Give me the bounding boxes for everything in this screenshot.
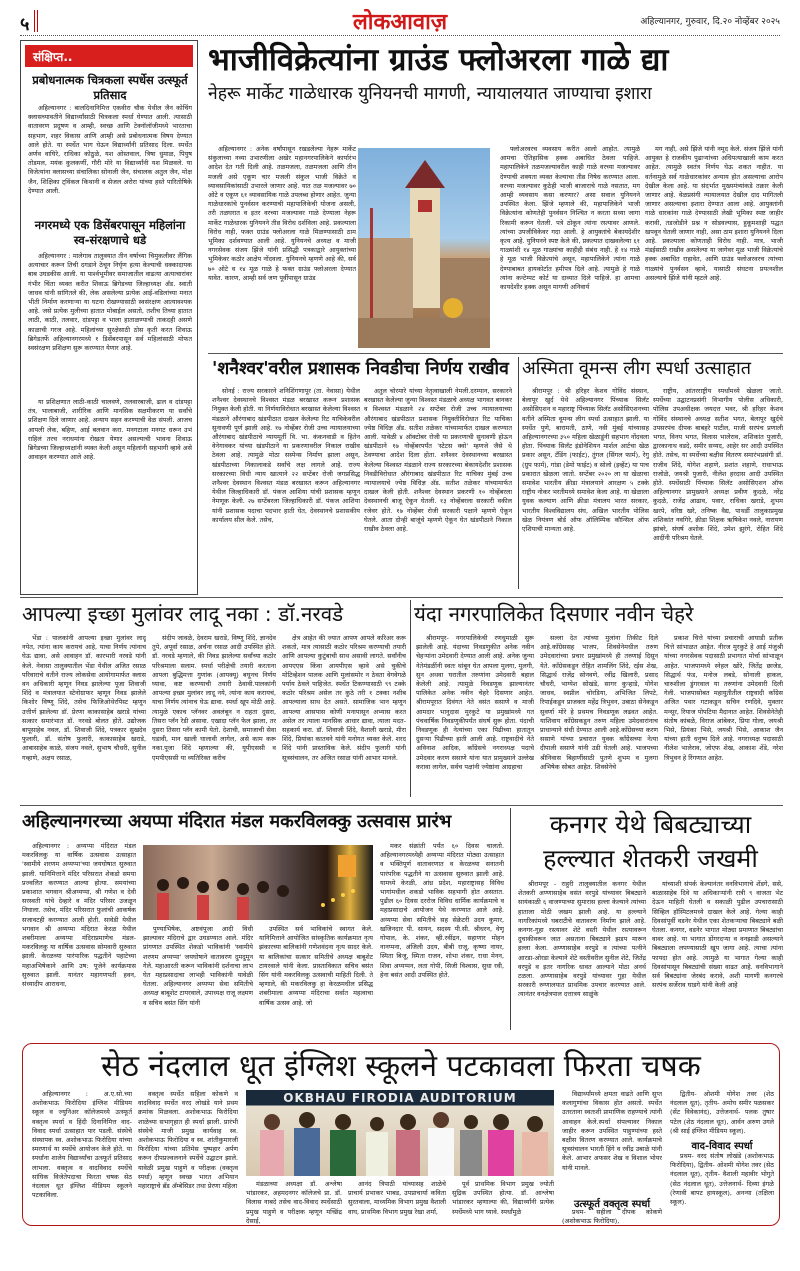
nagarpalika-col2 <box>540 634 658 794</box>
lead-headline: भाजीविक्रेत्यांना ग्राउंड फ्लोअरला गाळे द्या <box>208 42 669 78</box>
section-rule <box>20 805 783 806</box>
school-elocution-text: प्रथम- सहीला दीपक कोकणे (अशोकभाऊ फिरोदिया), <box>562 1208 662 1226</box>
brief-story2-body2 <box>28 398 192 588</box>
ayyappa-col2-text: पुण्याभिषेक, अष्टवंपूजा आदी विधी झाल्यावर मंदिराचे द्वार उघडण्यात आले. मंदिर प्रांगणात उपस्थित शेकडो भाविकांनी 'स्वामीये शरणम अय्यप्पा' जयघोषाने वातावरण दुमदुमून गेले. महाआरती करून भाविकांनी दर्शनाचा लाभ घेत महाप्रसादाचा लाभही भाविकांनी यावेळी घेतला. अहिल्यानगर अय्यप्पा सेवा समितीचे अध्यक्ष बाबूशेट टायरवाले, उपाध्यक्ष राजू लक्ष्मण व सचिव बसंत सिंग यांनी <box>143 925 253 1007</box>
school-col7 <box>670 1090 774 1136</box>
kangar-col1-text: श्रीरामपूर - राहुरी तालुक्यातील कनगर येथील शेतकरी अण्णासाहेब वसंत वरपुडे यांच्यावर बिबट्याने सायंकाळी ६ वाजण्याच्या सुमारास हल्ला केल्याने त्यांच्या हाताला मोठी जखम झाली आहे. या हल्ल्याने नागरिकांमध्ये घबराटीचे वातावरण निर्माण झाले आहे. कनगर-गुहा रस्त्यावर शेटे वस्ती येथील रस्त्यावरून दुचाकीवरून जात असताना बिबट्याने झडप मारून हल्ला केला. अण्णासाहेब वरपुडे व त्यांच्या पत्नीने आरडा-ओरडा केल्याने शेटे वस्तीवरील सुनील शेटे, जितेंद्र वरपुडे व इतर नागरिक धावत आल्याने मोठा अनर्थ टळला. अण्णासाहेब वरपुडे यांच्यावर गुहा येथील सरकारी रुग्णालयात प्राथमिक उपचार करण्यात आले. त्यानंतर वनक्षेत्रपाल दत्तात्रय साळुंके <box>518 880 646 999</box>
lead-bottom-rule <box>208 353 783 354</box>
kangar-col2-text: यांच्याशी संपर्क केल्यानंतर वनविभागाचे शेंडगे, ससे, बाळासाहेब दिवे या अधिकाऱ्यांनी रात्री ९ वाजता भेट देऊन माहिती घेतली व सकाळी पुढील उपचारासाठी सिव्हिल हॉस्पिटलमध्ये दाखल केले आहे. गेल्या काही दिवसांपूर्वी वडनेर येथील एका शेतकऱ्याचा बिबट्याने बळी घेतला. कनगर, वडनेर भागात मोठ्या प्रमाणात बिबट्यांचा वावर आहे. या भागात डोंगरदऱ्या व वनझाडी असल्याने बिबट्याला लपण्यासाठी खूप जागा आहे. त्याचा त्यांना फायदा होत आहे. त्यामुळे या भागात गेल्या काही दिवसांपासून बिबट्यांची संख्या वाढत आहे. वनविभागाने सर्व बिबट्यांना जेरबंद करावे, अशी मागणी कनगरचे सरपंच सर्जेराव घाडगे यांनी केली आहे <box>652 880 783 990</box>
lead-col2 <box>500 145 640 350</box>
award-ceremony-photo <box>246 1090 554 1176</box>
brief-story2-text2: या प्रशिक्षणात लाठी-काठी चालवणे, तलवारबाजी, ढाल व दांडपट्टा तंत्र, भालाबाजी, शारीरिक आणि मानसिक सक्षमीकरण या सर्वांचे प्रशिक्षण दिले जाणार आहे. अन्याय सहन करण्याची वेळ संपली. आजच आपली लेक, बहिण, आई बलवान करा. मनगटाला मनगट धरून उभं राहिलं तरच नराधमांना रोखता येणार असल्याची भावना शिवाऊ ब्रिगेडच्या जिल्हाध्यक्षांनी व्यक्त केली असून महिलांनी सहभागी व्हावे असे आवाहन करण्यात आले आहे. <box>28 398 192 462</box>
brief-story1-text: अहिल्यानगर : बालदिनानिमित्त एकवीरा चौक येथील जैन कोचिंग क्लासच्यावतीने विद्यार्थ्यांसाठी चित्रकला स्पर्धा घेण्यात आली. त्यासाठी वातावरण प्रदूषण व आम्ही, स्वच्छ आणि टेक्नॉलॉजीमध्ये भारताचा सहभाग, शहर विकास आणि आम्ही असे प्रबोधनात्मक विषय देण्यात आले होते. या स्पर्धेत भाग घेऊन विद्यार्थ्यांनी प्रतिसाद दिला. स्पर्धेत अर्णव वाघिरे, राधिका कोठुळे, यश ओस्तवाल, त्रिषा धुमाळ, पियुष तोडमल, मयंक कुलकर्णी, गौरी मोरे या विद्यार्थ्यांनी यश मिळवले. या विजेत्यांना क्लासच्या संचालिका सोनाली जैन, संचालक अतुल जैन, मोक्ष जैन, शिक्षिका ट्विंकल किथानी व सेजल अरोरा यांच्या हस्ते पारितोषिके देण्यात आली. <box>28 104 192 195</box>
shaneshwar-col1-text: सोनई : राज्य सरकारने शनिशिंगणापूर (ता. नेवासा) येथील शनैश्वर देवस्थानचे विश्वस्त मंडळ बरखास्त करून प्रशासक नियुक्त केली होती. या निर्णयाविरोधात बरखास्त केलेल्या विश्वस्त मंडळाने औरंगाबाद खंडपीठात दाखल केलेल्या रिट याचिकेवरील सुनावणी पूर्ण झाली आहे. १७ नोव्हेंबर रोजी उच्च न्यायालयाच्या औरंगाबाद खंडपीठाचे न्यायमूर्ती वि. भा. कंकनवाडी व हितेन वेनेगावकर यांच्या खंडपीठाने या प्रकरणावरील निकाल राखीव ठेवला आहे. त्यामुळे मोठा सस्पेन्स निर्माण झाला असून, खंडपीठाच्या निकालाकडे सर्वांचे लक्ष लागले आहे. राज्य सरकारच्या विधी न्याय खात्याने २२ सप्टेंबर रोजी जगप्रसिद्ध शनैश्वर देवस्थान विश्वस्त मंडळ बरखास्त करून अहिल्यानगर येथील जिल्हाधिकारी डॉ. पंकज आशिया यांची प्रशासक म्हणून नेमणूक केली. २७ सप्टेंबरला जिल्हाधिकारी डॉ. पंकज आशिया यांनी प्रशासक पदाचा पदभार हाती घेत, देवस्थानचे प्रशासकीय कार्यालय सील केले. तसेच, <box>212 387 360 524</box>
ayyappa-col1-text: अहिल्यानगर : अय्यप्पा मंदिरात मंडल मकरविलकु या वार्षिक उत्सवास उत्साहात 'स्वामीये शरणम अय्यप्पा'च्या जयघोषात सुरुवात झाली. यानिमित्ताने मंदिर परिसरात शेकडो समया प्रज्वलित करण्यात आल्या होत्या. समयांच्या प्रकाशात भगवान श्रीअय्यप्पा, श्री गणेश व देवी सरस्वती यांचे देव्हारे व मंदिर परिसर उजळून निघाला. तसेच, मंदिर परिसरात फुलांची आकर्षक सजावटही करण्यात आली होती. सावेडी येथील भगवान श्री अय्यप्पा मंदिरात केरळ येथील शबरीमाला अय्यप्पा मंदिराप्रमाणेच मंडल- मकरविलकु या वार्षिक उत्सवास सोमवारी सुरुवात झाली. केरळच्या पारंपारिक पद्धतीने पहाटेच्या महाअभिषेकाने आणि उष: पूजेने कार्यक्रमास सुरुवात झाली. यानंतर महागणपती हवन, संध्यादीप आराधना, <box>22 842 136 989</box>
temple-crowd-illustration <box>143 845 373 920</box>
school-col4 <box>348 1180 446 1224</box>
page-number-divider <box>34 10 38 32</box>
lead-subheadline: नेहरू मार्केट गाळेधारक युनियनची मागणी, न्यायालयात जाण्याचा इशारा <box>208 84 652 104</box>
school-col7-text: द्वितीय- ओशमी योगेश तवर (शेठ नंदलाल धूत), तृतीय- अमोघ समीर पळसकर (सेंट विवेकानंद), उत्तेजनार्थ- पलक तुषार पटेल (शेठ नंदलाल धूत), आर्वन अरुण उगले (श्री साई इंग्लिश मीडियम स्कूल). <box>670 1090 774 1135</box>
narawade-col1 <box>22 634 146 794</box>
shaneshwar-col1 <box>212 387 360 587</box>
kangar-headline-line1: कनगर येथे बिबट्याच्या <box>549 810 752 839</box>
lead-col3-text: मग नाही, असे झिंजे यांनी नमूद केले. संजय झिंजे यांनी आयुक्त हे राजकीय पुढाऱ्यांच्या अधिपत्याखाली काम करत आहेत. त्यामुळे स्वतंत्र निर्णय घेऊ शकत नाहीत. या वर्तनामुळे सर्व गाळेधारकांवर अन्याय होत असल्याचा आरोप देखील केला आहे. या संदर्भात मुख्यमंत्र्यांकडे तक्रार केली जाणार आहे. वेळप्रसंगी न्यायालयात देखील दाद मागितली जाणार असल्याचा इशारा देण्यात आला आहे. आयुक्तांनी गाळे धारकांना गाळे देण्यासाठी लेखी भूमिका स्पष्ट जाहीर करावी, तडजोडीने प्रश्न न सोडवल्यास, हुकूमशाही पद्धत खपवून घेतली जाणार नाही, असा ठाम इशारा युनियनने दिला आहे. प्रकल्पाला कोणताही विरोध नाही. मात्र, भाजी मंडईसाठी राखीव असलेल्या या जागेवर मूळ भाजी विक्रेत्यांचे हक्क अबाधित राहावेत, आणि ग्राउंड फ्लोअरवरच त्यांच्या गाळ्यांचे पुनर्वसन व्हावे, यासाठी संघटना प्रयत्नशील असल्याचे झिंजे यांनी म्हटले आहे. <box>645 145 783 282</box>
school-debate-body <box>670 1152 774 1224</box>
school-col3-text: मंडळाच्या अध्यक्षा डॉ. अश्लेषा भांडारकर, अहमदनगर कॉलेजचे प्रा. डॉ. विलास नाबदे तसेच वाद-विवाद स्पर्धेसाठी प्रमुख पाहुणे व परीक्षक म्हणून मच्छिंद्र देसाई, <box>246 1180 342 1224</box>
nagarpalika-col1-text: श्रीरामपूर- नगरपालिकेची रणधुमाळी सुरू झालेली आहे. यंदाच्या निवडणुकीत अनेक नवीन चेहऱ्यांना उमेदवारी देण्यात आली आहे. अनेक जुन्या नेतेमंडळींनी स्वतः थांबून घेत आपला मुलगा, मुलगी, सुन अथवा घरातील तरुणांना उमेदवारी बहाल केलेली आहे. त्यामुळे निवडणूक झाल्यानंतर पालिकेत अनेक नवीन चेहरे दिसणार आहेत. श्रीरामपूरात दिवंगत नेते वसंत ससाणे व माजी आमदार भानुदास मुरकुटे या प्रमुखांमध्ये गत पंचवार्षिक निवडणुकीपर्यंत संघर्ष सुरू होता. यंदाची निवडणूक ही नेत्यांच्या एका पिढीच्या हातातून दुसऱ्या पिढीच्या हाती आली आहे. राष्ट्रवादीचे नेते अविनाश आदिक, काँग्रेसचे नगराध्यक्ष पदाचे उमेदवार करण ससाणे यांना यात प्रामुख्याने उल्लेख करावा लागेल, सर्वच पक्षांनी ज्येष्ठांना आग्रहाचा <box>416 634 534 771</box>
nagarpalika-col2-text: सल्ला देत त्यांच्या मुलांना तिकीट दिले आहे.काँग्रेससह भाजप, शिवसेनेमधील तरुण उमेदवारांच्या प्रचार प्रमुखांमध्ये ही तरुणाई दिसून येते. काँग्रेसकडून रोहित शामलिंग शिंदे, रईस शेख, सिद्धार्थ राजेंद्र सोनवणे, रवींद्र खिलारी, प्रसाद चौधरी, भाग्येश सोखंडे, सागर कुऱ्हाडे, योगेश जाधव, स्वप्नील चोरडिया, अभिजित लिपटे, रिपाईकडून प्राजक्ता महेंद्र त्रिभुवन, उबाठा सेनेकडून सुवर्णा मोरे हे प्रथमच निवडणूक लढवत आहेत. याशिवाय काँग्रेसकडून तरुण महिला उमेदवारांनाच प्राधान्याने संधी देण्यात आली आहे.काँग्रेसच्या करण ससाणे यांच्या प्रचारात युवक काँग्रेसच्या नेत्या दीपाली ससाणे यांनी उडी घेतली आहे. भाजपच्या श्रीनिवास बिहाणींसाठी पुतणे शुभम व मुलगा अभिषेक सोबत आहेत. शिवसेनेचे <box>540 634 658 771</box>
school-col2 <box>138 1090 238 1220</box>
school-elocution-body <box>562 1208 662 1226</box>
narawade-col2-text: संदीप जावळे, देवराम खराडे, विष्णू शिंदे, ज्ञानदेव तुपे, अपूर्वा रसाळ, अर्चना रसाळ आदी उपस्थित होते. डॉ. नरवडे म्हणाले, की निवड झालेल्या सर्वांच्या कठोर परिश्रमाला सलाम. स्पर्धा परीक्षेची तयारी करताना आपला बुद्धिमत्ता गुणांक (आयक्यू) बघूनच निर्णय घ्यावा, कष्ट करण्याची तयारी ठेवावी.पालकांनी आपल्या इच्छा मुलांवर लादू नये, त्यांना काय करायचं, याचा निर्णय त्यांनाच घेऊ द्यावा. स्पर्धा खूप मोठी आहे. त्यामुळे एकाच प्लॅनवर अवलंबून न राहता दुसरा, तिसरा प्लॅन रेडी असावा. एखादा प्लॅन फेल झाला, तर दुसरा तिसरा प्लॅन कामी येतो. देशाची, समाजाची सेवा घडावी, मान खाली घालावी लागेल, असे काम करू नका.पूजा शिंदे म्हणाल्या की, यूपीएससी व एमपीएससी या व्यतिरिक्त करीच <box>152 634 276 762</box>
lead-col2-text: फ्लोअरवरच व्यवसाय करीत आलो आहोत. त्यामुळे आमचा ऐतिहासिक हक्क अबाधित ठेवला पाहिजे. महापालिकेने तळमजल्यावरील काही गाळे वरच्या मजल्यावर देण्याची शक्यता व्यक्त केल्याचा तीव्र निषेध करण्यात आला. वरच्या मजल्यावर कुठेही भाजी बाजाराचे गाळे नसतात, मग आम्ही व्यवसाय कसा करणार? असा सवाल युनियनने उपस्थित केला. झिंजे म्हणाले की, महापालिकेने भाजी विक्रेत्यांना कोणतेही पुनर्वसन निश्चित न करता सध्या जागा रिकामी करून घेतली. पत्रे ठोकून त्यांना रस्त्यावर आणले. त्यांच्या उपजीविकेवर गदा आली. हे आयुक्तांचे बेकायदेशीर कृत्य आहे. युनियनने स्पष्ट केले की, प्रकल्पात दाखवलेल्या ६१ गाळ्यांशी १४ मूळ गाळ्यांचा काहीही संबंध नाही. हे १४ गाळे हे मूळ भाजी विक्रेत्यांचे असून, महापालिकेने त्यांना गाळे देण्याबाबत हायकोर्टात हमीपत्र दिले आहे. त्यामुळे हे गाळे त्यांना कन्टेम्पट कोर्ट या दाव्यात दिले पाहिजे. हा आमचा कायदेशीर हक्क असून मागणी अनिवार्य <box>500 145 640 292</box>
school-col6-text: विद्यार्थ्यांमध्ये क्षमता वाढते आणि सुप्त कलागुणांचा विकास होत असतो. स्पर्धेत उतरताना स्वतःशी प्रामाणिक राहण्याचे त्यांनी आवाहन केले.स्पर्धा संपल्यावर निकाल जाहीर करून उपस्थित पाहुण्यांच्या हस्ते बक्षीस वितरण करण्यात आले. कार्यक्रमाचे सूत्रसंचालन भारती हिंगे व रवींद्र उबाळे यांनी केले. आभार अफसर शेख व विशाल भोयर यांनी मानले. <box>562 1090 662 1172</box>
school-col1 <box>32 1090 132 1220</box>
ayyappa-headline: अहिल्यानगरच्या अयप्पा मंदिरात मंडल मकरविलक्कु उत्सवास प्रारंभ <box>22 811 452 832</box>
ayyappa-col4 <box>380 842 504 1027</box>
shaneshwar-col2 <box>364 387 512 587</box>
narawade-col3 <box>282 634 406 794</box>
ayyappa-col3 <box>259 925 373 1027</box>
school-col2-text: वक्तृत्व स्पर्धेत सहिला कोकणे व वादविवाद स्पर्धेत वरद लोखंडे याने प्रथम क्रमांक मिळवला. अशोकभाऊ फिरोदिया शाळेच्या सभागृहात ही स्पर्धा झाली. प्रारंभी संस्थेचे माजी प्रमुख कार्यवाह स्व. अशोकभाऊ फिरोदिया व स्व. शांतीकुमारजी फिरोदिया यांच्या प्रतिमेस पुष्पहार अर्पण करून दीपप्रज्वलनाने स्पर्धेचे उद्घाटन झाले. यावेळी प्रमुख पाहुणे व परीक्षक (वक्तृत्व स्पर्धा) म्हणून स्वच्छ भारत अभियान महाराष्ट्राचे ब्रँड अ‍ॅम्बेसिडर तथा प्रेरणा महिला <box>138 1090 238 1191</box>
kangar-headline-line2: हल्ल्यात शेतकरी जखमी <box>543 844 758 873</box>
school-col4-text: आनंद त्रिपाठी यांच्यासह शाळेचे प्राचार्य प्रभाकर भाबड, उपप्राचार्या कविता सुरतवाला, माध्यमिक विभाग प्रमुख वैशाली वाघ, प्राथमिक विभाग प्रमुख रेखा शर्मा, <box>348 1180 446 1216</box>
section-rule <box>20 597 783 598</box>
brief-story1-body <box>28 104 192 208</box>
ayyappa-col4-text: मकर संक्रांती पर्यंत ६० दिवस चालतो. अहिल्यानगरमध्येही अय्यप्पा मंदिरात मोठ्या उत्साहात व भक्तिपूर्ण वातावरणात व केरळच्या सनातनी पारंपरिक पद्धतीने या उत्सवास सुरुवात झाली आहे. यामध्ये केरळी, आंध्र प्रदेश, महाराष्ट्रासह विविध भागांमधील शकडो भाविक सहभागी होत असतात. पुढील ६० दिवस दररोज विविध धार्मिक कार्यक्रमाचे व महाप्रसादाचे आयोजन येथे करण्यात आले आहे. अय्यप्पा सेवा समितीचे सह सेक्रेटरी उदय कुमार, खजिनदार पी. सायन, सदस्य पी.सी. श्रीधरन, वेणू गोपाल, के. शंकर, व्ही.रवींद्रन, सहाणार मोहन नानप्पना, अंजिली उदय, बीबी राजू, कृष्णा नायर, स्मिता बिजू, स्मिता राजन, शोभा शंकर, राधा मेनन, शिवा अय्यप्पन, लता गोपी, सिजी विश्वास, सुधा रवी, हेना बसंत आदी उपस्थित होते. <box>380 842 504 979</box>
award-ceremony-illustration <box>246 1090 554 1176</box>
narawade-headline: आपल्या इच्छा मुलांवर लादू नका : डॉ.नरवडे <box>22 602 344 626</box>
brief-story2-headline: नगरमध्ये एक डिसेंबरपासून महिलांना स्व-संरक्षणाचे धडे <box>34 218 186 247</box>
ayyappa-col1 <box>22 842 136 1027</box>
asmita-col1-text: श्रीरामपूर : श्री हरिहर केशव गोविंद संस्थान, बेलापूर खुर्द येथे अहिल्यानगर पिंच्याक सिलॅट असोसिएशन व महाराष्ट्र पिंच्याक सिलॅट असोसिएशनच्या वतीने अस्मिता वूमन्स लीग स्पर्धा उत्साहात झाली. या स्पर्धेत पुणे, बारामती, ठाणे, नवी मुंबई यांच्यासह अहिल्यानगरच्या ३५० महिला खेळाडूंनी सहभाग नोंदवला होता. पिंच्याक सिलॅट इंडोनेशियन मार्शल आर्टचा खेळ प्रकार असून, टॅंडिंग (फाईट), तुंगल (सिंगल फार्म), रेगु (ग्रुप फार्म), गांडा (डेमो फाईट) व सोलो (इव्हेंट) या पाच प्रकारात खेळला जातो. सप्टेंबर २०२० ला या खेळाचा समावेश भारतीय क्रीडा मंत्रालयाने आरक्षण ५ टक्के राष्ट्रीय नोकर भरतीमध्ये समावेश केला आहे. या खेळाला युवक कल्याण आणि क्रीडा मंत्रालय भारत सरकार, भारतीय विश्वविद्यालय संघ, अखिल भारतीय पोलिस खेळ नियंत्रण बोर्ड ऑफ ऑलिम्पिक कौन्सिल ऑफ एशियाची मान्यता आहे. <box>522 387 649 534</box>
ayyappa-col2 <box>143 925 253 1027</box>
asmita-col2 <box>653 387 783 587</box>
school-col6 <box>562 1090 662 1194</box>
nagarpalika-col3-text: प्रकाश चित्ते यांच्या प्रचाराची आघाडी प्रतीक चित्ते सांभाळत आहेत. नीरज मुरकुटे हे आई मंजुश्री यांच्या नगरसेवक पदासाठी प्रभागात मोर्चा सांभाळून आहेत. भाजपामध्ये स्नेहल खोरे, जितेंद्र छाजेड, सिद्धार्थ फंड, मनोज लबडे, सोनाली हाकल, चारुशीला डुंगरवाल या तरुणांना उमेदवारी दिली गेली. भाजपासोबत महायुतीतील राष्ट्रवादी काँग्रेस अजित पवार गटाकडून सचिन रणदिवे, मुक्तार मन्सूर, रियाज पोपटिया मैदानात आहेत. शिवसेनेतेही संतोष कांबळे, विराज आंबेकर, प्रिया गोला, जयश्री भिसे, प्रियंका भिसे, जयश्री भिसे, आकाश जैन यांच्या हाती धनुष्य दिले आहे. नगराध्यक्ष पदासाठी नीलेश भालेराव, जोएफ शेख, आकाश शेंडे, नरेश त्रिभुवन हे रिंगणात आहेत. <box>664 634 783 762</box>
school-subhead-elocution: उत्स्फूर्त वक्तृत्व स्पर्धा <box>573 1199 651 1210</box>
shaneshwar-headline: 'शनैश्वर'वरील प्रशासक निवडीचा निर्णय राखीव <box>212 359 509 379</box>
narawade-col3-text: क्षेत्र आहेत की ज्यात आपण आपले करिअर करू शकतो, मात्र त्यासाठी कठोर परिश्रम करण्याची तयारी आणि आपल्या कुटुंबाची साथ असावी लागते. सर्वांनीच आयएएस किंवा आयपीएस व्हावे असे चुकीचे मोटिव्हेशन पालक आणि मुलांसमोर न ठेवता वेगवेगळे पर्याय ठेवले पाहिजेत. स्पर्धेत टिकण्यासाठी ९९ टक्के कठोर परिश्रम असेल तर कुठे तरी १ टक्का नशीब आपल्याला साथ देत असते. सामाजिक भान म्हणून आपल्या आसपास कोणी मनापासून अभ्यास करत असेल तर त्याला मानसिक आधार द्यावा, त्याला मदत-सहकार्य करा. डॉ. शिवाजी शिंदे, वैशाली खराडे, मीरा शिंदे, प्रियांका कातवने यांनी मनोगत व्यक्त केले. शरद शिंदे यांनी प्रास्ताविक केले. संदीप फुलारी यांनी सूत्रसंचालन, तर अजित रसाळ यांनी आभार मानले. <box>282 634 406 762</box>
auditorium-banner: OKBHAU FIRODIA AUDITORIUM <box>283 1091 517 1105</box>
school-col1-text: अहिल्यानगर : अ.ए.सो.च्या अशोकभाऊ फिरोदिया इंग्लिश मीडियम स्कूल व ज्युनिअर कॉलेजमध्ये उत्स्फूर्त वक्तृत्व स्पर्धा व हिंदी दिनानिमित्त वाद-विवाद स्पर्धा उत्साहात पार पडली. संस्थेचे संस्थापक स्व. अशोकभाऊ फिरोदिया यांच्या स्मरणार्थ या स्पर्धेचे आयोजन केले होते. या स्पर्धांना शालेय विद्यार्थ्यांचा उत्स्फूर्त प्रतिसाद लाभला. वक्तृत्व व वादविवाद स्पर्धेचे सांघिक विजेतेपदाचा फिरता चषक सेठ नंदलाल धूत इंग्लिश मीडियम स्कूलने पटकाविला. <box>32 1090 132 1200</box>
nagarpalika-headline: यंदा नगरपालिकेत दिसणार नवीन चेहरे <box>414 602 694 626</box>
clock-tower-illustration <box>358 148 490 348</box>
brief-story1-headline: प्रबोधनात्मक चित्रकला स्पर्धेस उत्स्फूर्त प्रतिसाद <box>32 73 188 102</box>
school-col3 <box>246 1180 342 1224</box>
brief-tag: संक्षिप्त.. <box>25 45 193 67</box>
narawade-col1-text: भेंडा : पालकांनी आपल्या इच्छा मुलांवर लादू नयेत, त्यांना काय करायचं आहे, याचा निर्णय त्यांनाच घेऊ द्यावा, असे आवाहन डॉ. कारभारी नरवडे यांनी केले. नेवासा तालुक्यातील भेंडा येथील अजित रसाळ परिवाराचे वतीने राज्य लोकसेवा आयोगामार्फत क्लास वन अधिकारी म्हणून निवड झालेल्या पूजा शिवाजी शिंदे व मंत्रालयात स्टेनोग्राफर म्हणून निवड झालेले किशोर विष्णू शिंदे, तसेच फिजिओथेरपिस्ट म्हणून उत्तीर्ण झालेल्या डॉ. प्रेरणा काकासाहेब खराडे यांच्या सत्कार समारंभात डॉ. नरवडे बोलत होते. उद्योजक बापूसाहेब नवल, डॉ. शिवाजी शिंदे, पत्रकार सुखदेव फुलारी, डॉ. संतोष फुलारी, काकासाहेब खराडे, आबासाहेब काळे, संजय नवले, सुभाष चौधरी, सुनील गव्हाणे, अक्षय रसाळ, <box>22 634 146 762</box>
lead-col1 <box>208 145 356 350</box>
column-divider <box>518 357 519 589</box>
nagarpalika-col3 <box>664 634 783 794</box>
masthead-logo: लोकआवाज़ <box>352 10 448 35</box>
lead-col3 <box>645 145 783 350</box>
school-debate-text: प्रथम- वरद संतोष लोखंडे (अशोकभाऊ फिरोदिया), द्वितीय- ओशमी योगेश तवर (सेठ नंदलाल धूत), तृतीय- वैशाली महावीर भोगुते (सेठ नंदलाल धूत), उत्तेजनार्थ- दिव्या इंगळे (रेणावी बापट हायस्कूल), अनन्या (तक्षिला स्कूल). <box>670 1152 774 1207</box>
school-subhead-debate: वाद-विवाद स्पर्धा <box>691 1141 753 1152</box>
header-divider <box>20 35 780 36</box>
page-number: ५ <box>20 14 30 35</box>
clock-tower-photo <box>358 148 490 348</box>
lead-col1-text: अहिल्यानगर : अनेक वर्षांपासून रखडलेल्या नेहरू मार्केट संकुलाच्या नव्या उभारणीला अखेर महानगरपालिकेने कार्यारंभ आदेश देत गती दिली आहे. तळमजला, तळमजला आणि तीन मजली असे एकूण चार मजली संकुल भाजी विक्रेते व व्यावसायिकांसाठी उभारले जाणार आहे. यात तळ मजल्यावर ७० ओटे व एकूण ६१ व्यावसायिक गाळे उपलब्ध होणार आहेत. जुन्या गाळेधारकांचे पुनर्वसन करण्याची महापालिकेची योजना असली, तरी तळघरात व इतर वरच्या मजल्यावर गाळे देण्याला नेहरू मार्केट गाळेधारक युनियनने तीव्र विरोध दर्शविला आहे. प्रकल्पाला विरोध नाही, फक्त ग्राउंड फ्लोअरला गाळे मिळण्यासाठी ठाम भूमिका दर्शवण्यात आली आहे. युनियनचे अध्यक्ष व माजी नगरसेवक संजय झिंजे यांनी प्रसिद्धी पत्रकाद्वारे आयुक्तांच्या भूमिकेवर कठोर आक्षेप नोंदवला. युनियनचे म्हणणे आहे की, सर्व ७० ओटे व १४ मूळ गाळे हे फक्त ग्राउंड फ्लोअरला देण्यात यावेत. कारण, आम्ही सर्व जण पूर्वीपासून ग्राउंड <box>208 145 356 282</box>
narawade-col2 <box>152 634 276 794</box>
nagarpalika-col1 <box>416 634 534 794</box>
dateline: अहिल्यानगर, गुरुवार, दि.२० नोव्हेंबर २०२५ <box>640 17 780 27</box>
asmita-headline: अस्मिता वूमन्स लीग स्पर्धा उत्साहात <box>522 358 752 379</box>
asmita-col1 <box>522 387 649 587</box>
ayyappa-col3-text: उपस्थित सर्व भाविकांचे स्वागत केले. यानिमित्ताने आयोजित सांस्कृतिक कार्यक्रमात नृत्य झंकारच्या बालिकांनी गणेशवंदना नृत्य सादर केले. या बालिकांचा सत्कार समितीचे अध्यक्ष बाबूशेट टायरवाले यांनी केला. प्रास्ताविकात सचिव बसंत सिंग यांनी मकरविलकु उत्सवाची माहिती दिली. ते म्हणाले, की मकरविलकु हा केरळमधील प्रसिद्ध शबरीमाला अय्यप्पा मंदिराचा सर्वात महत्वाचा वार्षिक उत्सव आहे. जो <box>259 925 373 1007</box>
school-col5-text: पूर्व प्राथमिक विभाग प्रमुख ज्योती सुद्रिक उपस्थित होत्या. डॉ. आश्लेषा भांडारकर म्हणाल्या की, विद्यार्थ्यांनी प्रत्येक स्पर्धेमध्ये भाग घ्यावे. स्पर्धांमुळे <box>452 1180 554 1216</box>
asmita-col2-text: राष्ट्रीय, आंतरराष्ट्रीय स्पर्धांमध्ये खेळला जातो. स्पर्धेच्या उद्घाटनप्रसंगी विभागीय पोलीस अधिकारी, पोलिस उपअधीक्षक जयदत्त भवर, श्री हरिहर केशव गोविंद संस्थानचे अध्यक्ष सतीश भगत, बेलापूर खुर्दचे उपसरपंच दीपक बाबहरे पाटील, माजी सरपंच प्रणाली भगत, विनय भगत, विलास भालेराव, शशिकांत पुजारी, द्वारकानाथ वडदे, समीर सय्यद, आहेर सर आदी उपस्थित होते. तसेच, या स्पर्धेच्या बक्षीस वितरण समारंभप्रसंगी डॉ. राजीव शिंदे, योगेश शहाणे, प्रशांत शहाणे, राधाभाऊ राजोळे, जयश्री पुजारी, नीलेश हरदास आदी उपस्थित होते. स्पर्धेसाठी पिंच्याक सिलॅट असोसिएशन ऑफ अहिल्यानगर प्रामुख्याने अध्यक्ष प्रवीण कुदळे, नरेंद्र कुदळे, राजेंद्र आढाव, पवार, राधिका खराडे, शुभम खरपे, वरिष्ठ खरे, तनिष्क वैद्य, पाथर्डी तालुकाप्रमुख शशिकांत नवगिरे, क्रीडा शिक्षक ऋषिकेश नवले, नारायण झांबरे, संघर्ष अशोक शिंदे, उमेश झुरंगे, रोहित शिंदे आदींनी परिश्रम घेतले. <box>653 387 783 543</box>
column-divider <box>510 808 511 1030</box>
kangar-col2 <box>652 880 783 1028</box>
school-headline: सेठ नंदलाल धूत इंग्लिश स्कूलने पटकावला फिरता चषक <box>101 1049 701 1084</box>
kangar-col1 <box>518 880 646 1028</box>
shaneshwar-col2-text: अतुल चोरमारे यांच्या नेतृत्वाखाली नेमली.दरम्यान, सरकारने बरखास्त केलेल्या जुन्या विश्वस्त मंडळाचे अध्यक्ष भागवत बानकर व विश्वस्त मंडळाने २४ सप्टेंबर रोजी उच्च न्यायालयाच्या औरंगाबाद खंडपीठात प्रशासक नियुक्तीविरोधात रिट याचिका ज्येष्ठ विधिज्ञ अ‍ॅड. सतीश तळेकर यांच्यामार्फत दाखल करण्यात आली. यावेळी ४ ऑक्टोबर रोजी या प्रकरणाची सुनावणी होऊन खंडपीठाने १७ नोव्हेंबरपर्यंत 'स्टेटस क्वो' म्हणजे जैसे थे ठेवण्याचा आदेश दिला होता. शनैश्वर देवस्थानच्या बरखास्त केलेल्या विश्वस्त मंडळाने राज्य सरकारच्या बेकायदेशीर प्रशासक निवडीविरोधात औरंगाबाद खंडपीठात रिट याचिका मुंबई उच्च न्यायालयाचे ज्येष्ठ विधिज्ञ अ‍ॅड. सतीश तळेकर यांच्यामार्फत दाखल केली होती. शनैश्वर देवस्थान प्रकरणी १० नोव्हेंबरला देवस्थानची बाजू ऐकून घेतली. १३ नोव्हेंबरला सरकारी वकील रजेवर होते. १७ नोव्हेंबर रोजी सरकारी पक्षाने म्हणणे ऐकून घेतले. आता दोन्ही बाजूंचे म्हणणे ऐकून घेत खंडपीठाने निकाल राखीव ठेवला आहे. <box>364 387 512 534</box>
brief-story2-body1 <box>28 252 192 397</box>
school-col5 <box>452 1180 554 1224</box>
temple-crowd-photo <box>143 845 373 920</box>
brief-story2-text1: अहिल्यानगर : मालेगाव तालुक्यात तीन वर्षाच्या चिमुकलीवर लैंगिक अत्याचार करून तिची दगडाने ठेचून निर्घृण हत्या केल्याची धक्कादायक बाब उघडकीस आली. या पार्श्वभूमीवर समाजातील वाढत्या अत्याचारांवर गंभीर चिंता व्यक्त करीत शिवाऊ ब्रिगेडच्या जिल्हाध्यक्ष अ‍ॅड. स्वाती जाधव यांनी सांगितले की, लेक असलेल्या प्रत्येक आई-वडिलांच्या मनात भीती निर्माण करणाऱ्या या घटना रोखण्यासाठी स्वसंरक्षण आत्यावश्यक आहे. जसे प्रत्येक मुलीच्या हातात मोबाईल असतो, तशीच तिच्या हातात लाठी, काठी, तलवार, दांडपट्टा व भाला हाताळण्याची ताकदही असणे काळाची गरज आहे. महिलांच्या सुरक्षेसाठी ठोस कृती करत शिवाऊ ब्रिगेडतर्फे अहिल्यानगरमध्ये १ डिसेंबरपासून सर्व महिलांसाठी मोफत स्वसंरक्षण प्रशिक्षण सुरू करण्यात येणार आहे. <box>28 252 192 353</box>
column-divider <box>410 600 411 797</box>
